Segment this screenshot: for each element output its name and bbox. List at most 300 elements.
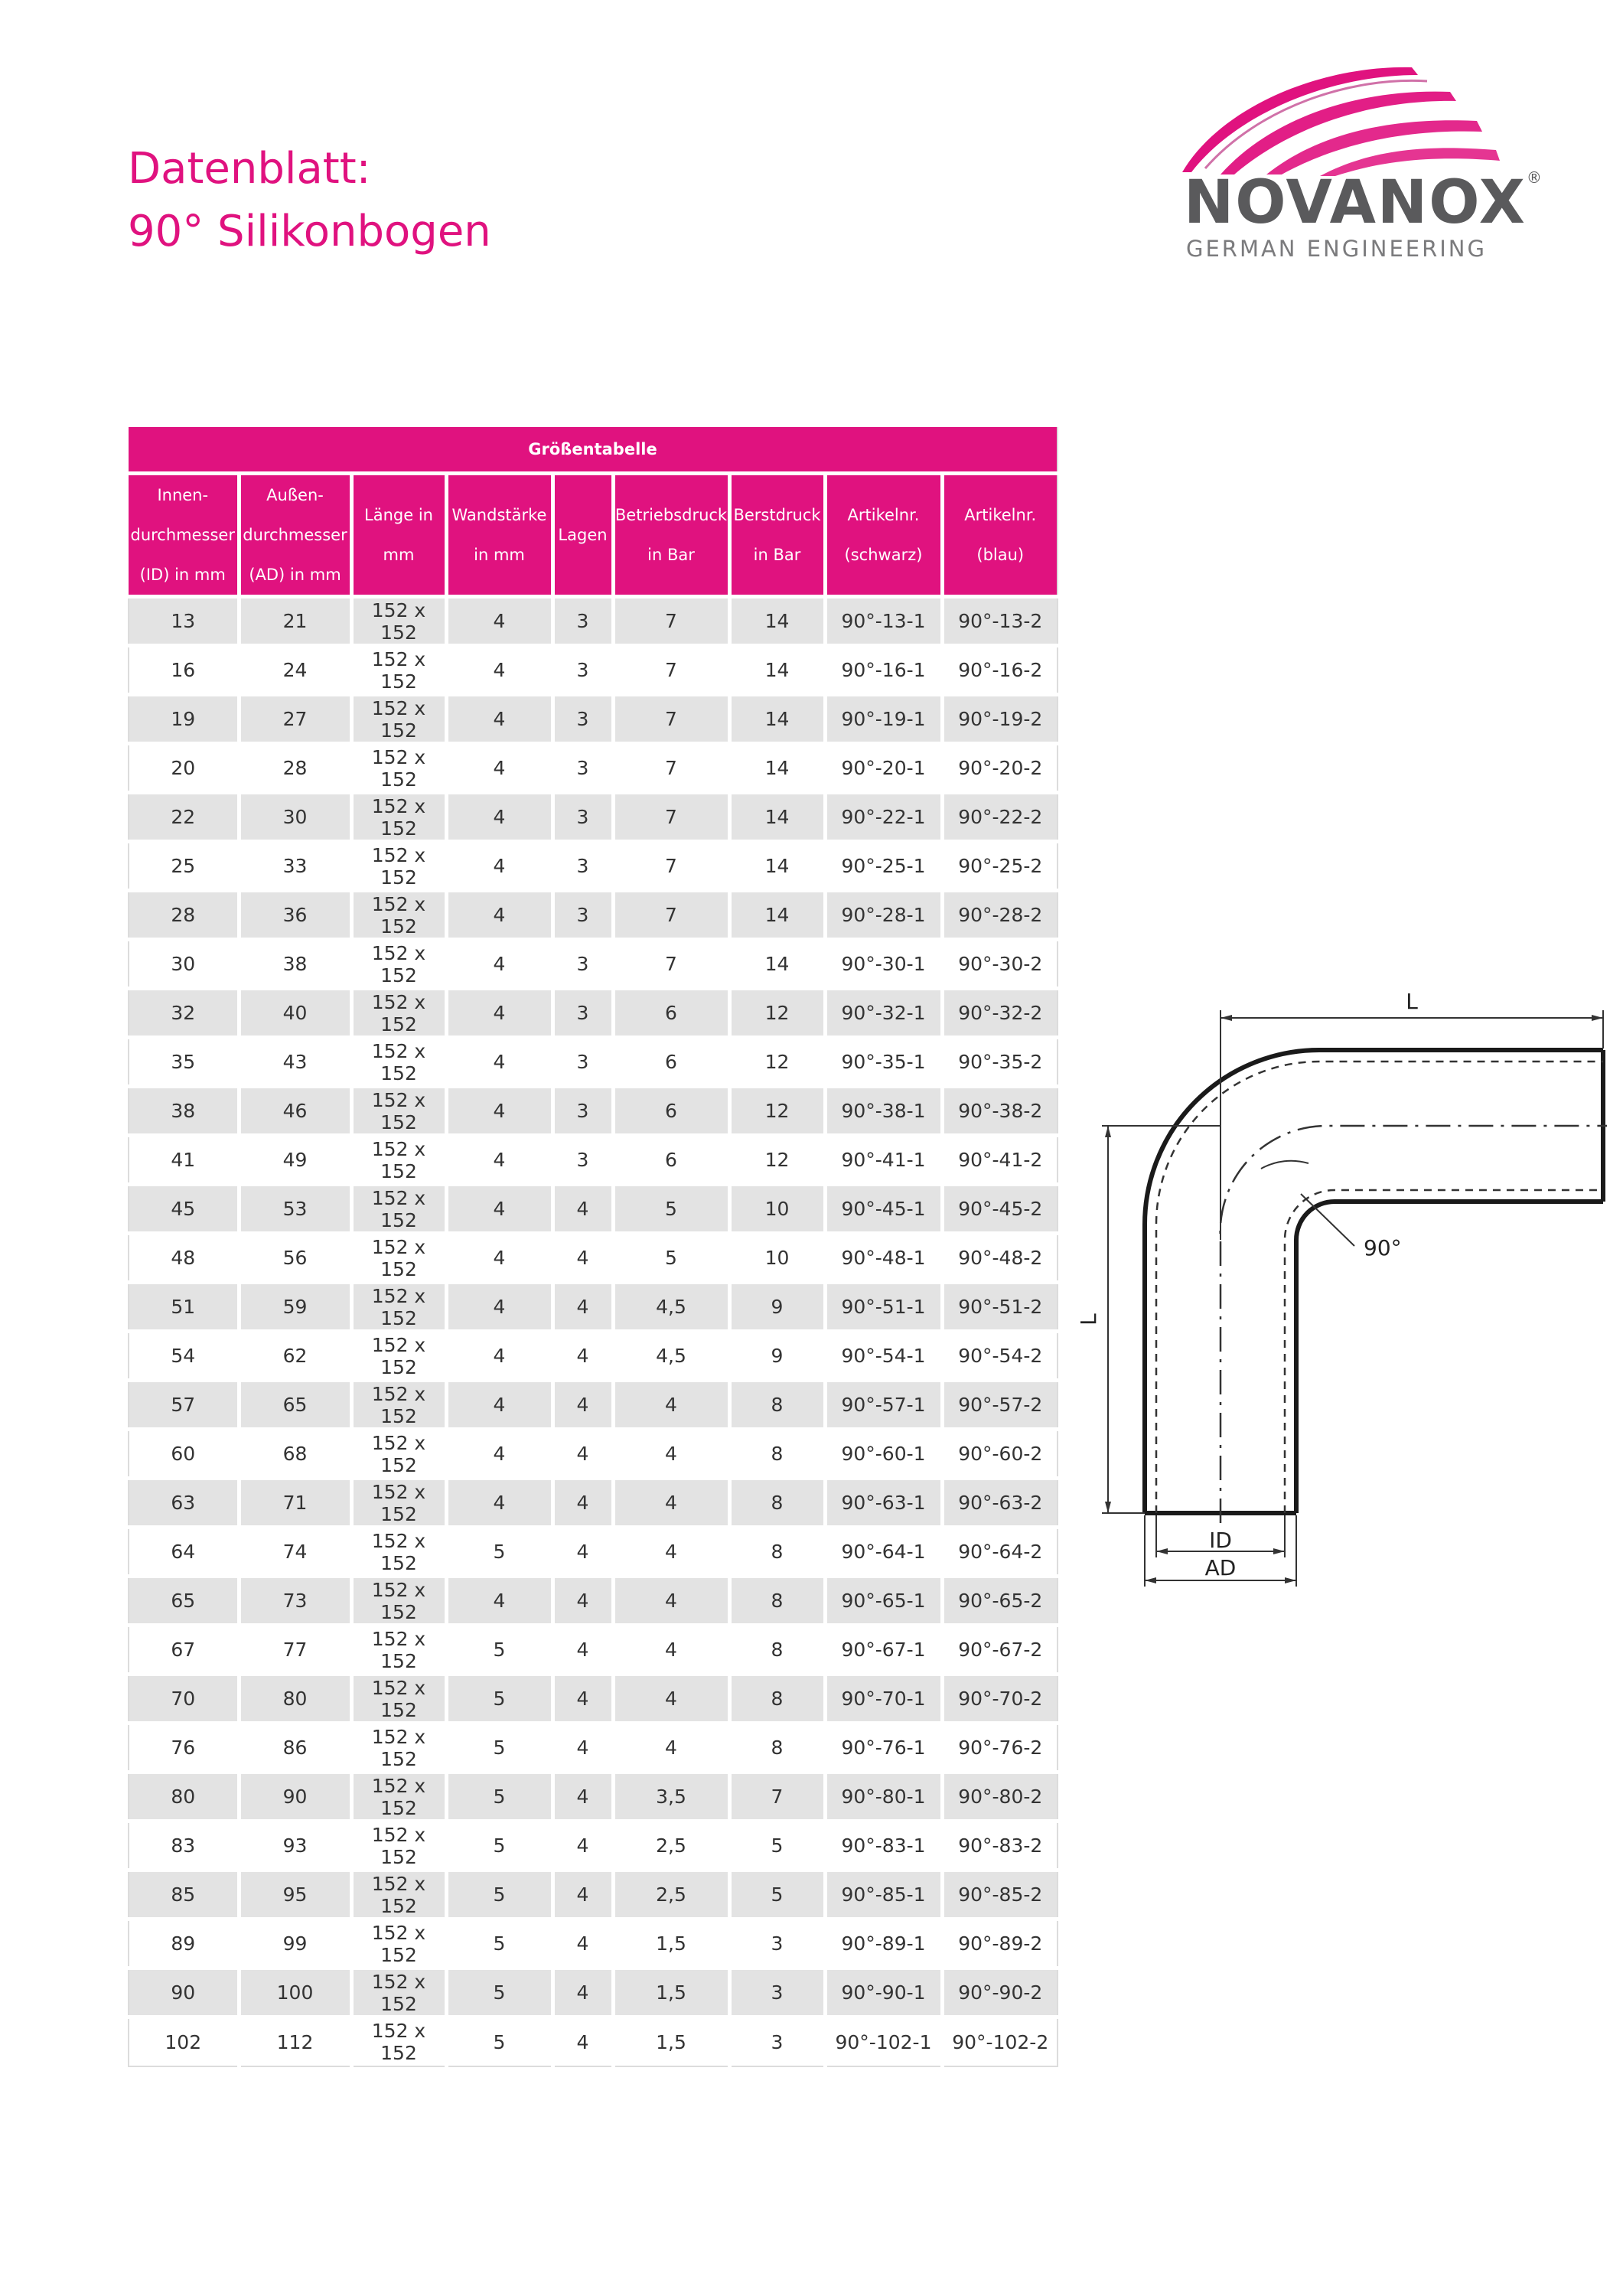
table-header-row xyxy=(129,474,1058,597)
table-cell: 4 xyxy=(552,1626,613,1675)
table-cell: 3 xyxy=(552,793,613,842)
table-cell: 53 xyxy=(239,1185,351,1234)
table-cell: 7 xyxy=(613,842,729,891)
table-cell: 3 xyxy=(552,940,613,989)
table-cell: 90°-41-2 xyxy=(942,1136,1058,1185)
elbow-outer-wall xyxy=(1145,1050,1603,1513)
table-row xyxy=(129,1381,1058,1430)
table-cell: 90°-67-2 xyxy=(942,1626,1058,1675)
table-cell: 63 xyxy=(129,1479,239,1528)
table-cell: 4 xyxy=(552,1479,613,1528)
table-cell: 67 xyxy=(129,1626,239,1675)
table-cell: 90°-102-2 xyxy=(942,2017,1058,2066)
table-cell: 4 xyxy=(446,1430,552,1479)
table-row xyxy=(129,1038,1058,1087)
table-cell: 65 xyxy=(239,1381,351,1430)
table-cell: 90°-83-1 xyxy=(825,1821,942,1870)
table-cell: 152 x 152 xyxy=(351,1430,446,1479)
table-cell: 152 x 152 xyxy=(351,1332,446,1381)
logo-swoosh-icon xyxy=(1175,61,1511,176)
table-cell: 152 x 152 xyxy=(351,2017,446,2066)
table-cell: 4 xyxy=(613,1675,729,1724)
table-cell: 54 xyxy=(129,1332,239,1381)
table-cell: 90°-85-2 xyxy=(942,1870,1058,1919)
table-cell: 90°-51-2 xyxy=(942,1283,1058,1332)
table-cell: 48 xyxy=(129,1234,239,1283)
brand-name: NOVANOX® xyxy=(1184,168,1543,237)
table-cell: 3 xyxy=(552,989,613,1038)
table-cell: 80 xyxy=(239,1675,351,1724)
table-row xyxy=(129,891,1058,940)
table-row xyxy=(129,1968,1058,2017)
table-row xyxy=(129,1773,1058,1821)
table-cell: 12 xyxy=(729,1038,825,1087)
table-cell: 24 xyxy=(239,646,351,695)
table-cell: 4,5 xyxy=(613,1283,729,1332)
table-cell: 83 xyxy=(129,1821,239,1870)
table-cell: 3 xyxy=(552,1087,613,1136)
table-cell: 85 xyxy=(129,1870,239,1919)
column-header xyxy=(942,474,1058,597)
inner-diameter-label: ID xyxy=(1209,1528,1232,1553)
table-cell: 7 xyxy=(613,744,729,793)
table-cell: 90 xyxy=(239,1773,351,1821)
table-cell: 8 xyxy=(729,1381,825,1430)
table-cell: 7 xyxy=(613,597,729,646)
table-cell: 90°-20-1 xyxy=(825,744,942,793)
table-cell: 152 x 152 xyxy=(351,597,446,646)
table-cell: 5 xyxy=(446,1626,552,1675)
table-cell: 4 xyxy=(613,1430,729,1479)
table-cell: 90°-65-1 xyxy=(825,1577,942,1626)
table-cell: 60 xyxy=(129,1430,239,1479)
table-row xyxy=(129,1283,1058,1332)
table-cell: 152 x 152 xyxy=(351,1038,446,1087)
table-cell: 152 x 152 xyxy=(351,891,446,940)
table-cell: 152 x 152 xyxy=(351,1577,446,1626)
table-cell: 10 xyxy=(729,1185,825,1234)
table-cell: 30 xyxy=(239,793,351,842)
table-cell: 90°-13-2 xyxy=(942,597,1058,646)
table-cell: 90°-48-1 xyxy=(825,1234,942,1283)
table-cell: 14 xyxy=(729,793,825,842)
table-cell: 19 xyxy=(129,695,239,744)
table-cell: 4 xyxy=(613,1626,729,1675)
table-cell: 4 xyxy=(613,1381,729,1430)
table-cell: 5 xyxy=(613,1185,729,1234)
table-cell: 12 xyxy=(729,1087,825,1136)
table-cell: 33 xyxy=(239,842,351,891)
table-cell: 14 xyxy=(729,646,825,695)
column-header xyxy=(825,474,942,597)
table-row xyxy=(129,989,1058,1038)
table-cell: 90°-20-2 xyxy=(942,744,1058,793)
table-cell: 90°-76-2 xyxy=(942,1724,1058,1773)
table-cell: 4 xyxy=(552,1821,613,1870)
table-cell: 7 xyxy=(729,1773,825,1821)
table-cell: 9 xyxy=(729,1283,825,1332)
table-row xyxy=(129,1919,1058,1968)
table-cell: 4 xyxy=(552,1919,613,1968)
table-cell: 90°-51-1 xyxy=(825,1283,942,1332)
table-cell: 4 xyxy=(446,1136,552,1185)
table-cell: 73 xyxy=(239,1577,351,1626)
table-cell: 90°-70-2 xyxy=(942,1675,1058,1724)
column-header-line: (blau) xyxy=(976,546,1025,564)
table-row xyxy=(129,842,1058,891)
table-cell: 4 xyxy=(552,1870,613,1919)
table-cell: 90°-65-2 xyxy=(942,1577,1058,1626)
table-cell: 152 x 152 xyxy=(351,1234,446,1283)
outer-diameter-label: AD xyxy=(1204,1555,1237,1580)
table-cell: 90°-30-2 xyxy=(942,940,1058,989)
elbow-centerline xyxy=(1221,1126,1607,1523)
table-cell: 152 x 152 xyxy=(351,1724,446,1773)
table-cell: 4 xyxy=(446,1038,552,1087)
table-cell: 51 xyxy=(129,1283,239,1332)
table-cell: 4 xyxy=(613,1577,729,1626)
table-cell: 90°-64-1 xyxy=(825,1528,942,1577)
table-cell: 4 xyxy=(446,940,552,989)
table-cell: 14 xyxy=(729,842,825,891)
table-cell: 7 xyxy=(613,891,729,940)
table-cell: 30 xyxy=(129,940,239,989)
table-cell: 3 xyxy=(729,2017,825,2066)
table-cell: 32 xyxy=(129,989,239,1038)
table-cell: 90°-28-2 xyxy=(942,891,1058,940)
table-title: Größentabelle xyxy=(129,427,1058,474)
table-cell: 152 x 152 xyxy=(351,1626,446,1675)
table-cell: 3 xyxy=(552,695,613,744)
table-body xyxy=(129,597,1058,2066)
table-cell: 90°-38-1 xyxy=(825,1087,942,1136)
table-cell: 90°-19-2 xyxy=(942,695,1058,744)
table-cell: 90°-70-1 xyxy=(825,1675,942,1724)
column-header-line: Berstdruck xyxy=(733,506,821,524)
table-cell: 4 xyxy=(446,1577,552,1626)
table-cell: 8 xyxy=(729,1430,825,1479)
table-row xyxy=(129,1430,1058,1479)
table-cell: 3 xyxy=(552,891,613,940)
table-cell: 93 xyxy=(239,1821,351,1870)
column-header xyxy=(729,474,825,597)
table-cell: 7 xyxy=(613,793,729,842)
table-cell: 3 xyxy=(552,1038,613,1087)
table-cell: 152 x 152 xyxy=(351,744,446,793)
table-cell: 5 xyxy=(446,1821,552,1870)
table-cell: 90°-25-2 xyxy=(942,842,1058,891)
table-row xyxy=(129,646,1058,695)
table-cell: 25 xyxy=(129,842,239,891)
table-row xyxy=(129,1528,1058,1577)
dimension-label-side: L xyxy=(1076,1313,1101,1326)
table-cell: 4 xyxy=(446,1479,552,1528)
table-cell: 45 xyxy=(129,1185,239,1234)
table-cell: 5 xyxy=(446,1528,552,1577)
table-cell: 152 x 152 xyxy=(351,1381,446,1430)
table-cell: 38 xyxy=(129,1087,239,1136)
table-cell: 14 xyxy=(729,597,825,646)
table-cell: 152 x 152 xyxy=(351,1283,446,1332)
table-cell: 13 xyxy=(129,597,239,646)
table-cell: 152 x 152 xyxy=(351,842,446,891)
inner-inner-dashed xyxy=(1285,1190,1603,1513)
table-cell: 90°-90-1 xyxy=(825,1968,942,2017)
table-cell: 90°-63-1 xyxy=(825,1479,942,1528)
table-cell: 7 xyxy=(613,646,729,695)
table-cell: 4 xyxy=(446,793,552,842)
table-cell: 4 xyxy=(552,1185,613,1234)
column-header-line: Betriebsdruck xyxy=(614,506,728,524)
angle-label: 90° xyxy=(1364,1235,1402,1261)
table-cell: 28 xyxy=(129,891,239,940)
table-cell: 90°-89-2 xyxy=(942,1919,1058,1968)
table-cell: 5 xyxy=(613,1234,729,1283)
table-cell: 90°-32-2 xyxy=(942,989,1058,1038)
table-cell: 90°-35-1 xyxy=(825,1038,942,1087)
table-cell: 12 xyxy=(729,1136,825,1185)
table-cell: 3 xyxy=(729,1919,825,1968)
table-cell: 3 xyxy=(552,744,613,793)
column-header-line: in Bar xyxy=(753,546,801,564)
table-cell: 90°-85-1 xyxy=(825,1870,942,1919)
table-cell: 4 xyxy=(446,1185,552,1234)
brand-tagline: GERMAN ENGINEERING xyxy=(1186,236,1487,262)
column-header xyxy=(129,474,239,597)
table-cell: 90°-63-2 xyxy=(942,1479,1058,1528)
table-cell: 4 xyxy=(446,1381,552,1430)
table-cell: 3 xyxy=(552,842,613,891)
table-cell: 90°-45-1 xyxy=(825,1185,942,1234)
size-table xyxy=(128,427,1058,2067)
table-cell: 90°-54-1 xyxy=(825,1332,942,1381)
table-cell: 80 xyxy=(129,1773,239,1821)
table-cell: 4 xyxy=(446,842,552,891)
table-cell: 41 xyxy=(129,1136,239,1185)
table-cell: 4 xyxy=(552,1332,613,1381)
table-cell: 90°-13-1 xyxy=(825,597,942,646)
table-cell: 4 xyxy=(552,1430,613,1479)
table-cell: 16 xyxy=(129,646,239,695)
table-cell: 7 xyxy=(613,695,729,744)
table-cell: 90°-45-2 xyxy=(942,1185,1058,1234)
table-cell: 8 xyxy=(729,1724,825,1773)
table-cell: 4 xyxy=(446,646,552,695)
table-cell: 90°-83-2 xyxy=(942,1821,1058,1870)
table-cell: 90°-16-2 xyxy=(942,646,1058,695)
table-cell: 9 xyxy=(729,1332,825,1381)
table-cell: 57 xyxy=(129,1381,239,1430)
page-title xyxy=(128,138,491,263)
column-header-line: Innen- xyxy=(157,486,209,504)
table-row xyxy=(129,2017,1058,2066)
table-cell: 3 xyxy=(552,646,613,695)
table-cell: 4 xyxy=(446,695,552,744)
table-cell: 5 xyxy=(446,2017,552,2066)
table-cell: 1,5 xyxy=(613,1919,729,1968)
table-cell: 77 xyxy=(239,1626,351,1675)
table-cell: 5 xyxy=(446,1919,552,1968)
column-header xyxy=(552,474,613,597)
table-cell: 90°-19-1 xyxy=(825,695,942,744)
table-cell: 152 x 152 xyxy=(351,793,446,842)
table-cell: 59 xyxy=(239,1283,351,1332)
table-row xyxy=(129,1870,1058,1919)
table-cell: 8 xyxy=(729,1528,825,1577)
table-row xyxy=(129,1185,1058,1234)
table-cell: 49 xyxy=(239,1136,351,1185)
table-cell: 4,5 xyxy=(613,1332,729,1381)
column-header xyxy=(446,474,552,597)
table-cell: 3 xyxy=(729,1968,825,2017)
table-cell: 28 xyxy=(239,744,351,793)
table-row xyxy=(129,1479,1058,1528)
table-row xyxy=(129,744,1058,793)
table-cell: 20 xyxy=(129,744,239,793)
column-header xyxy=(351,474,446,597)
table-cell: 152 x 152 xyxy=(351,1870,446,1919)
table-cell: 4 xyxy=(446,1234,552,1283)
table-cell: 4 xyxy=(552,1528,613,1577)
table-cell: 4 xyxy=(552,1968,613,2017)
table-cell: 90°-25-1 xyxy=(825,842,942,891)
table-cell: 36 xyxy=(239,891,351,940)
column-header xyxy=(239,474,351,597)
table-row xyxy=(129,793,1058,842)
table-cell: 10 xyxy=(729,1234,825,1283)
table-cell: 4 xyxy=(552,1675,613,1724)
table-cell: 3 xyxy=(552,597,613,646)
dimension-label-top: L xyxy=(1406,989,1418,1014)
table-cell: 152 x 152 xyxy=(351,1675,446,1724)
table-cell: 8 xyxy=(729,1626,825,1675)
table-cell: 152 x 152 xyxy=(351,1479,446,1528)
table-cell: 2,5 xyxy=(613,1870,729,1919)
table-cell: 4 xyxy=(446,891,552,940)
table-cell: 6 xyxy=(613,1038,729,1087)
table-row xyxy=(129,1332,1058,1381)
table-cell: 90°-102-1 xyxy=(825,2017,942,2066)
table-cell: 4 xyxy=(446,1332,552,1381)
table-cell: 14 xyxy=(729,695,825,744)
table-row xyxy=(129,1234,1058,1283)
table-cell: 90°-57-1 xyxy=(825,1381,942,1430)
column-header-line: Artikelnr. xyxy=(847,506,920,524)
table-cell: 76 xyxy=(129,1724,239,1773)
table-cell: 90°-54-2 xyxy=(942,1332,1058,1381)
table-cell: 90°-60-1 xyxy=(825,1430,942,1479)
column-header-line: durchmesser xyxy=(130,526,235,544)
table-cell: 38 xyxy=(239,940,351,989)
table-cell: 4 xyxy=(552,2017,613,2066)
table-cell: 90°-32-1 xyxy=(825,989,942,1038)
table-cell: 5 xyxy=(446,1675,552,1724)
table-cell: 4 xyxy=(446,1087,552,1136)
table-cell: 7 xyxy=(613,940,729,989)
table-row xyxy=(129,597,1058,646)
table-cell: 90°-30-1 xyxy=(825,940,942,989)
table-cell: 22 xyxy=(129,793,239,842)
table-cell: 14 xyxy=(729,891,825,940)
table-cell: 5 xyxy=(446,1724,552,1773)
column-header-line: in Bar xyxy=(647,546,695,564)
table-cell: 4 xyxy=(613,1479,729,1528)
table-cell: 90°-64-2 xyxy=(942,1528,1058,1577)
column-header-line: (schwarz) xyxy=(844,546,923,564)
table-cell: 35 xyxy=(129,1038,239,1087)
table-cell: 6 xyxy=(613,1087,729,1136)
table-cell: 74 xyxy=(239,1528,351,1577)
table-cell: 4 xyxy=(613,1724,729,1773)
table-cell: 90°-16-1 xyxy=(825,646,942,695)
table-cell: 90°-35-2 xyxy=(942,1038,1058,1087)
table-row xyxy=(129,1626,1058,1675)
table-cell: 8 xyxy=(729,1675,825,1724)
table-cell: 6 xyxy=(613,1136,729,1185)
table-cell: 68 xyxy=(239,1430,351,1479)
title-line-2: 90° Silikonbogen xyxy=(128,207,491,256)
table-cell: 152 x 152 xyxy=(351,989,446,1038)
table-cell: 90°-80-1 xyxy=(825,1773,942,1821)
column-header-line: Artikelnr. xyxy=(964,506,1037,524)
table-cell: 64 xyxy=(129,1528,239,1577)
table-cell: 56 xyxy=(239,1234,351,1283)
table-cell: 90°-80-2 xyxy=(942,1773,1058,1821)
table-row xyxy=(129,695,1058,744)
title-line-1: Datenblatt: xyxy=(128,144,371,194)
table-cell: 4 xyxy=(552,1283,613,1332)
table-cell: 5 xyxy=(729,1870,825,1919)
novanox-logo xyxy=(1175,61,1543,268)
table-cell: 8 xyxy=(729,1577,825,1626)
table-cell: 65 xyxy=(129,1577,239,1626)
table-cell: 152 x 152 xyxy=(351,1528,446,1577)
outer-inner-dashed xyxy=(1156,1062,1603,1513)
table-cell: 5 xyxy=(729,1821,825,1870)
table-cell: 3 xyxy=(552,1136,613,1185)
table-cell: 89 xyxy=(129,1919,239,1968)
table-cell: 21 xyxy=(239,597,351,646)
table-cell: 95 xyxy=(239,1870,351,1919)
table-cell: 152 x 152 xyxy=(351,1968,446,2017)
table-cell: 62 xyxy=(239,1332,351,1381)
table-cell: 40 xyxy=(239,989,351,1038)
table-cell: 4 xyxy=(552,1773,613,1821)
column-header-line: (ID) in mm xyxy=(139,566,226,584)
table-row xyxy=(129,1577,1058,1626)
table-cell: 90°-76-1 xyxy=(825,1724,942,1773)
table-cell: 71 xyxy=(239,1479,351,1528)
table-cell: 14 xyxy=(729,940,825,989)
table-cell: 4 xyxy=(552,1381,613,1430)
column-header-line: Wandstärke xyxy=(451,506,547,524)
table-cell: 152 x 152 xyxy=(351,1185,446,1234)
table-cell: 4 xyxy=(446,1283,552,1332)
table-row xyxy=(129,1136,1058,1185)
table-cell: 90°-22-1 xyxy=(825,793,942,842)
table-cell: 4 xyxy=(552,1577,613,1626)
table-cell: 14 xyxy=(729,744,825,793)
column-header-line: mm xyxy=(383,546,415,564)
table-cell: 90°-60-2 xyxy=(942,1430,1058,1479)
table-cell: 5 xyxy=(446,1968,552,2017)
table-cell: 4 xyxy=(446,989,552,1038)
table-cell: 90°-22-2 xyxy=(942,793,1058,842)
table-cell: 90°-48-2 xyxy=(942,1234,1058,1283)
table-cell: 152 x 152 xyxy=(351,1821,446,1870)
table-cell: 152 x 152 xyxy=(351,1919,446,1968)
table-cell: 4 xyxy=(446,744,552,793)
